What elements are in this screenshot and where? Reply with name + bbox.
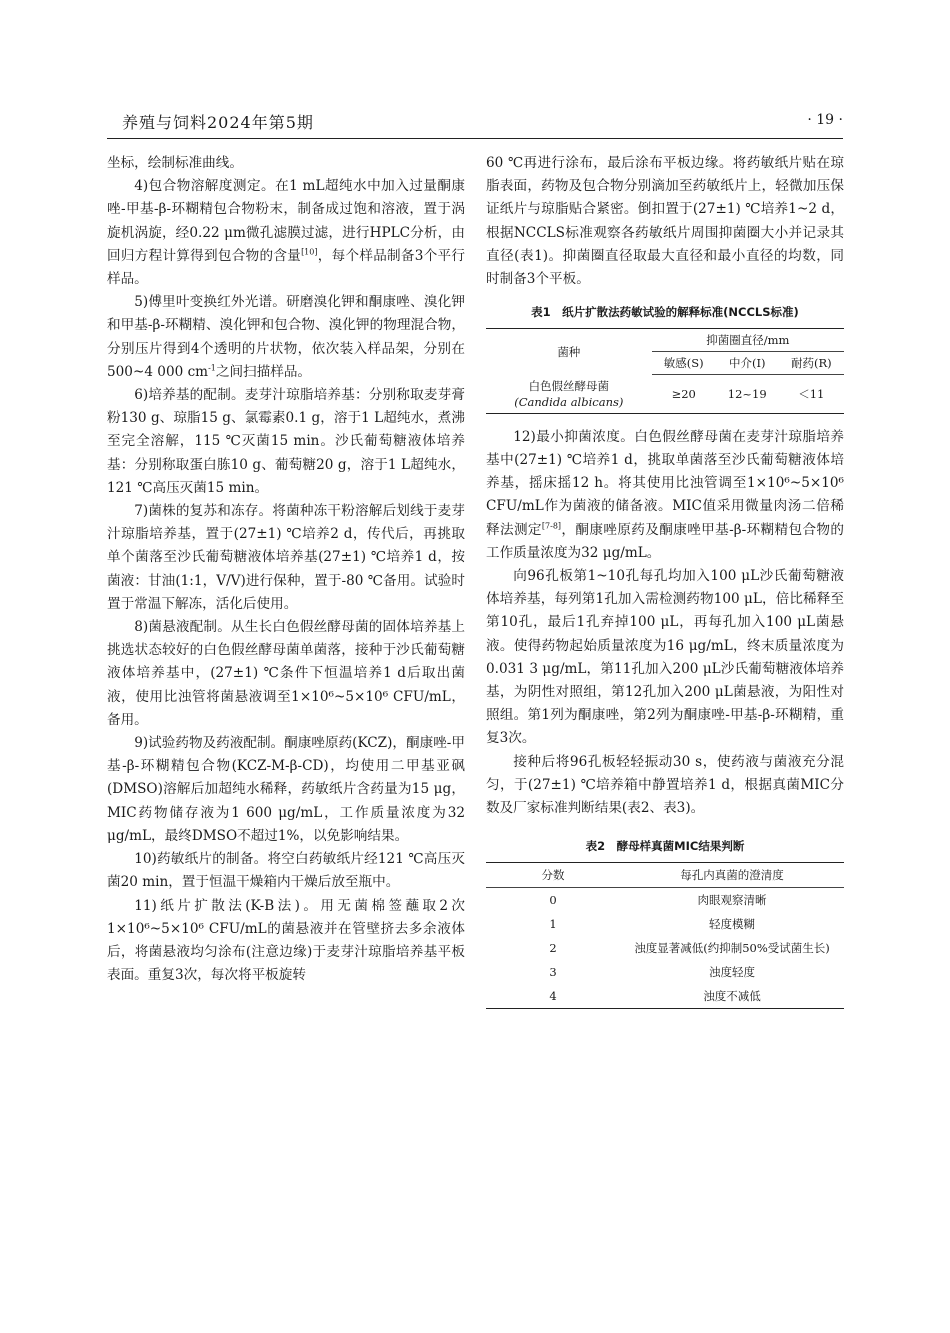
paragraph-kb-continued: 60 ℃再进行涂布，最后涂布平板边缘。将药敏纸片贴在琼脂表面，药物及包合物分别滴加至药敏纸片上，轻微加压保证纸片与琼脂贴合紧密。倒扣置于(27±1) ℃培养1~2 d，根据NCCLS标准观察各药敏纸片周围抑菌圈大小并记录其直径(表1)。抑菌圈直径取最大直径和最小直径的均数，同时制备3个平板。 [486,155,844,288]
journal-title: 养殖与饲料2024年第5期 [122,113,314,132]
table2-cell: 2 [549,941,557,956]
table2-cell: 1 [549,917,557,932]
paragraph-medium: 6)培养基的配制。麦芽汁琼脂培养基：分别称取麦芽膏粉130 g、琼脂15 g、氯霉素0.1 g，溶于1 L超纯水，煮沸至完全溶解，115 ℃灭菌15 min。沙氏葡萄糖液体培养基：分别称取蛋白胨10 g、葡萄糖20 g，溶于1 L超纯水，121 ℃高压灭菌15 min。 [107,387,465,496]
paragraph-continuation: 坐标，绘制标准曲线。 [107,155,243,171]
table1-subheader: 中介(I) [716,352,779,375]
citation: [10] [301,247,318,257]
table2-cell: 0 [549,893,557,908]
table1-caption: 表1 纸片扩散法药敏试验的解释标准(NCCLS标准) [531,305,799,320]
page-number: · 19 · [807,112,843,128]
paragraph-incubation: 接种后将96孔板轻轻振动30 s，使药液与菌液充分混匀，于(27±1) ℃培养箱中静置培养1 d，根据真菌MIC分数及厂家标准判断结果(表2、表3)。 [486,753,844,816]
paragraph-96-well: 向96孔板第1~10孔每孔均加入100 μL沙氏葡萄糖液体培养基，每列第1孔加入需检测药物100 μL，倍比稀释至第10孔，最后1孔弃掉100 μL，再每孔加入100 μL菌悬液。使得药物起始质量浓度为16 μg/mL，终末质量浓度为0.031 3 μg/mL，第11孔加入200 μL沙氏葡萄糖液体培养基，为阴性对照组，第12孔加入200 μL菌悬液，为阳性对照组。第1列为酮康唑，第2列为酮康唑-甲基-β-环糊精，重复3次。 [486,567,844,747]
citation: [7-8] [541,521,562,530]
table2-header-score: 分数 [486,863,620,888]
paragraph-mic: 12)最小抑菌浓度。白色假丝酵母菌在麦芽汁琼脂培养基中(27±1) ℃培养1 d，挑取单菌落至沙氏葡萄糖液体培养基，摇床摇12 h。将其使用比浊管调至1×10⁶~5×10⁶ CFU/mL作为菌液的储备液。MIC值采用微量肉汤二倍稀释法测定[7-8]，酮康唑原药及酮康唑甲基-β-环糊精包合物的工作质量浓度为32 μg/mL。 [486,428,844,561]
table2-cell: 3 [549,965,557,980]
paragraph-solubility: 4)包合物溶解度测定。在1 mL超纯水中加入过量酮康唑-甲基-β-环糊精包合物粉末，制备成过饱和溶液，置于涡旋机涡旋，经0.22 μm微孔滤膜过滤，进行HPLC分析，由回归方程计算得到包合物的含量[10]，每个样品制备3个平行样品。 [107,178,466,288]
paragraph-kb-method: 11)纸片扩散法(K-B法)。用无菌棉签蘸取2次1×10⁶~5×10⁶ CFU/mL的菌悬液并在管壁挤去多余液体后，将菌悬液均匀涂布(注意边缘)于麦芽汁琼脂培养基平板表面。重复3次，每次将平板旋转 [107,897,465,984]
table2-cell: 浊度轻度 [709,965,755,980]
table1-cell: ＜11 [798,386,825,401]
running-header [107,110,843,139]
paragraph-strain-revival: 7)菌株的复苏和冻存。将菌种冻干粉溶解后划线于麦芽汁琼脂培养基，置于(27±1) ℃培养2 d，传代后，再挑取单个菌落至沙氏葡萄糖液体培养基(27±1) ℃培养1 d，按菌液：甘油(1:1，V/V)进行保种，置于-80 ℃备用。试验时置于常温下解冻，活化后使用。 [107,503,465,612]
table1-subheader: 敏感(S) [652,352,716,375]
paragraph-paper-disc: 10)药敏纸片的制备。将空白药敏纸片经121 ℃高压灭菌20 min，置于恒温干燥箱内干燥后放至瓶中。 [107,851,465,891]
paragraph-suspension: 8)菌悬液配制。从生长白色假丝酵母菌的固体培养基上挑选状态较好的白色假丝酵母菌单菌落，接种于沙氏葡萄糖液体培养基中，(27±1) ℃条件下恒温培养1 d后取出菌液，使用比浊管将菌悬液调至1×10⁶~5×10⁶ CFU/mL，备用。 [107,619,465,728]
table-row [486,960,844,984]
paragraph-drug-solution: 9)试验药物及药液配制。酮康唑原药(KCZ)，酮康唑-甲基-β-环糊精包合物(KCZ-M-β-CD)，均使用二甲基亚砜(DMSO)溶解后加超纯水稀释，药敏纸片含药量为15 μg，MIC药物储存液为1 600 μg/mL，工作质量浓度为32 μg/mL，最终DMSO不超过1%，以免影响结果。 [107,735,465,844]
table2-cell: 浊度不减低 [703,989,761,1004]
species-cn: 白色假丝酵母菌 [528,378,610,393]
table1 [486,328,844,414]
table2-cell: 浊度显著减低(约抑制50%受试菌生长) [634,941,830,956]
table1-cell: 12~19 [727,386,767,401]
paragraph-ftir: 5)傅里叶变换红外光谱。研磨溴化钾和酮康唑、溴化钾和甲基-β-环糊精、溴化钾和包合物、溴化钾的物理混合物，分别压片得到4个透明的片状物，依次装入样品架，分别在500~4 000 $cm^{-1}$之间扫描样品。 [107,294,465,380]
table2 [486,862,844,1009]
table-row [486,912,844,936]
table1-header-group: 抑菌圈直径/mm [652,329,844,352]
table-row [486,984,844,1009]
table2-cell: 4 [549,989,557,1004]
species-latin: (Candida albicans) [514,394,624,409]
table2-caption: 表2 酵母样真菌MIC结果判断 [585,839,745,854]
right-column [486,152,844,1009]
left-column [107,152,465,987]
table-row [486,888,844,913]
table-row [486,936,844,960]
table1-subheader: 耐药(R) [779,352,844,375]
table1-species-cell [486,375,652,414]
table2-cell: 轻度模糊 [709,917,755,932]
table1-cell: ≥20 [671,386,696,401]
table2-cell: 肉眼观察清晰 [697,893,767,908]
table1-header-species: 菌种 [557,344,581,359]
table2-header-clarity: 每孔内真菌的澄清度 [620,863,844,888]
